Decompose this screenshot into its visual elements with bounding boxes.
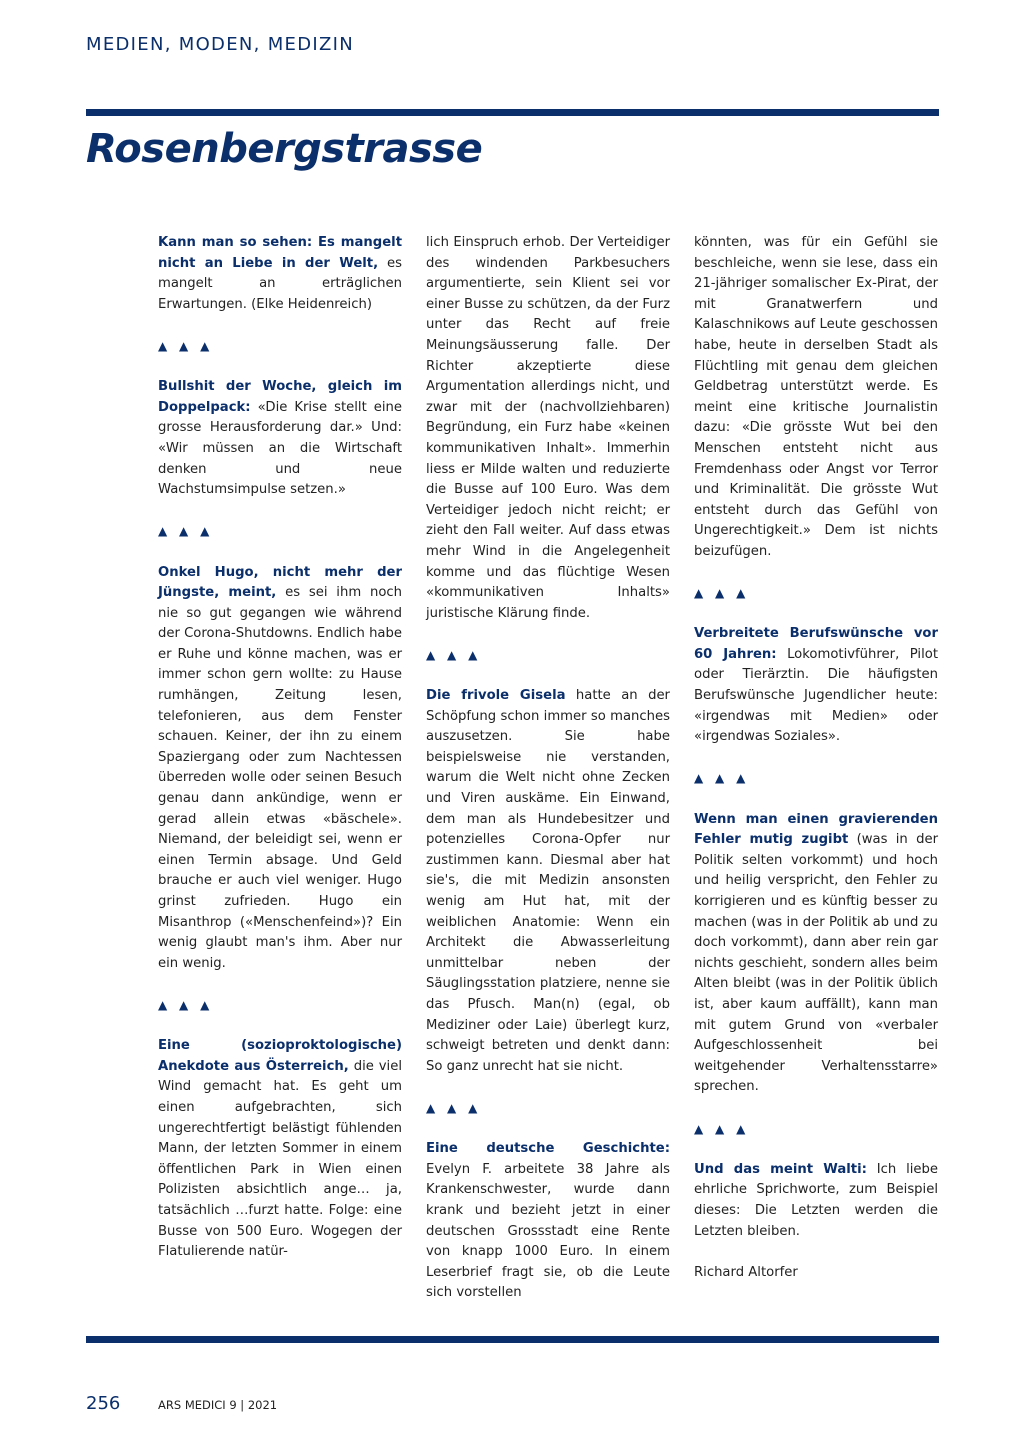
bottom-rule [86,1336,939,1343]
article-beruf [694,624,938,748]
article-elke [158,233,402,315]
article-body: «Die Krise stellt eine grosse Herausforderung dar.» Und: «Wir müssen an die Wirtschaft denken und neue Wachstumsimpulse setzen.» [158,399,402,498]
article-lead: Onkel Hugo, nicht mehr der Jüngste, meint, [158,564,402,601]
article-lead: Wenn man einen gravierenden Fehler mutig zugibt [694,811,938,848]
journal-issue: ARS MEDICI 9 | 2021 [158,1398,278,1412]
column-1 [158,233,402,1263]
column-3 [694,233,938,1283]
top-rule [86,109,939,116]
section-label: MEDIEN, MODEN, MEDIZIN [86,34,354,55]
separator-triangles: ▲ ▲ ▲ [426,647,482,662]
article-walti [694,1160,938,1242]
separator-triangles: ▲ ▲ ▲ [158,997,214,1012]
article-body: es mangelt an erträglichen Erwartungen. (Elke Heidenreich) [158,255,402,312]
article-lead: Kann man so sehen: Es mangelt nicht an Liebe in der Welt, [158,235,402,271]
separator-triangles: ▲ ▲ ▲ [158,524,214,539]
article-body: Ich liebe ehrliche Sprichworte, zum Beispiel dieses: Die Letzten werden die Letzten bleiben. [694,1161,938,1239]
separator-triangles: ▲ ▲ ▲ [426,1100,482,1115]
page-title: Rosenbergstrasse [86,126,483,172]
article-lead: Und das meint Walti: [694,1161,867,1177]
article-lead: Bullshit der Woche, gleich im Doppelpack: [158,379,402,415]
article-fehler [694,810,938,1098]
article-body: es sei ihm noch nie so gut gegangen wie während der Corona-Shutdowns. Endlich habe er Ruhe und könne machen, was er immer schon gern wollte: zu Hause rumhängen, Zeitung lesen, telefonieren, aus dem Fenster schauen. Keiner, der ihn zu einem Spaziergang oder zum Nachtessen überreden wolle oder seinen Besuch genau dann ankündige, wenn er gerad allein etwas «bäschele». Niemand, der beleidigt sei, wenn er einen Termin absage. Und Geld brauche er auch viel weniger. Hugo grinst zufrieden. Hugo ein Misanthrop («Menschenfeind»)? Ein wenig glaubt man's ihm. Aber nur ein wenig. [158,585,402,971]
column-2 [426,233,670,1304]
article-hugo [158,563,402,975]
article-body: hatte an der Schöpfung schon immer so manches auszusetzen. Sie habe beispielsweise nie verstanden, warum die Welt nicht ohne Zecken und Viren auskäme. Ein Einwand, dem man als Hundebesitzer und potenzielles Corona-Opfer nur zustimmen kann. Diesmal aber hat sie's, die mit Medizin ansonsten wenig am Hut hat, mit der weiblichen Anatomie: Wenn ein Architekt die Abwasserleitung unmittelbar neben der Säuglingsstation platziere, nenne sie das Pfusch. Man(n) (egal, ob Mediziner oder Laie) überlegt kurz, schweigt betreten und denkt dann: So ganz unrecht hat sie nicht. [426,688,670,1074]
separator-triangles: ▲ ▲ ▲ [694,586,750,601]
article-lead: Die frivole Gisela [426,688,566,704]
article-gisela [426,686,670,1077]
article-body: die viel Wind gemacht hat. Es geht um einen aufgebrachten, sich ungerechtfertigt belästigt fühlenden Mann, der letzten Sommer in einem öffentlichen Park in Wien einen Polizisten absichtlich ange… ja, tatsächlich …furzt hatte. Folge: eine Busse von 500 Euro. Wogegen der Flatulierende natür- [158,1058,402,1260]
article-lead: Verbreitete Berufswünsche vor 60 Jahren: [694,626,938,662]
article-anekdote-continued: lich Einspruch erhob. Der Verteidiger des windenden Parkbesuchers argumentierte, sein Klient sei vor einer Busse zu schützen, da der Furz unter das Recht auf freie Meinungsäusserung falle. Der Richter akzeptierte diese Argumentation allerdings nicht, und zwar mit der (nachvollziehbaren) Begründung, ein Furz habe «keinen kommunikativen Inhalt». Immerhin liess er Milde walten und reduzierte die Busse auf 100 Euro. Was dem Verteidiger jedoch nicht reicht; er zieht den Fall weiter. Auf dass etwas mehr Wind in die Angelegenheit komme und das flüchtige Wesen «kommunikativen Inhalts» juristische Klärung finde. [426,235,670,621]
article-lead: Eine (sozioproktologische) Anekdote aus Österreich, [158,1038,402,1074]
article-deutsch [426,1139,670,1304]
article-deutsch-continued: könnten, was für ein Gefühl sie beschleiche, wenn sie lese, dass ein 21-jähriger somalischer Ex-Pirat, der mit Granatwerfern und Kalaschnikows auf Leute geschossen habe, heute in derselben Stadt als Flüchtling mit genau dem gleichen Geldbetrag unterstützt werde. Es meint eine kritische Journalistin dazu: «Die grösste Wut bei den Menschen entsteht nicht aus Fremdenhass oder Angst vor Terror und Kriminalität. Die grösste Wut entsteht durch das Gefühl von Ungerechtigkeit.» Dem ist nichts beizufügen. [694,235,938,559]
article-body: Evelyn F. arbeitete 38 Jahre als Krankenschwester, wurde dann krank und bezieht jetzt in einer deutschen Grossstadt eine Rente von knapp 1000 Euro. In einem Leserbrief fragt sie, ob die Leute sich vorstellen [426,1161,670,1301]
separator-triangles: ▲ ▲ ▲ [694,771,750,786]
article-anekdote [158,1036,402,1263]
page-number: 256 [86,1393,121,1414]
article-body: (was in der Politik selten vorkommt) und hoch und heilig verspricht, den Fehler zu korrigieren und es künftig besser zu machen (was in der Politik ab und zu doch vorkommt), dann aber rein gar nichts geschieht, sondern alles beim Alten bleibt (was in der Politik üblich ist, aber kaum auffällt), kann man mit gutem Grund von «verbaler Aufgeschlossenheit bei weitgehender Verhaltensstarre» sprechen. [694,832,938,1095]
article-bullshit [158,377,402,501]
separator-triangles: ▲ ▲ ▲ [694,1121,750,1136]
separator-triangles: ▲ ▲ ▲ [158,338,214,353]
article-lead: Eine deutsche Geschichte: [426,1141,670,1157]
article-body: Lokomotivführer, Pilot oder Tierärztin. Die häufigsten Berufswünsche Jugendlicher heute: «irgendwas mit Medien» oder «irgendwas Soziales». [694,646,938,745]
author-name: Richard Altorfer [694,1264,798,1280]
